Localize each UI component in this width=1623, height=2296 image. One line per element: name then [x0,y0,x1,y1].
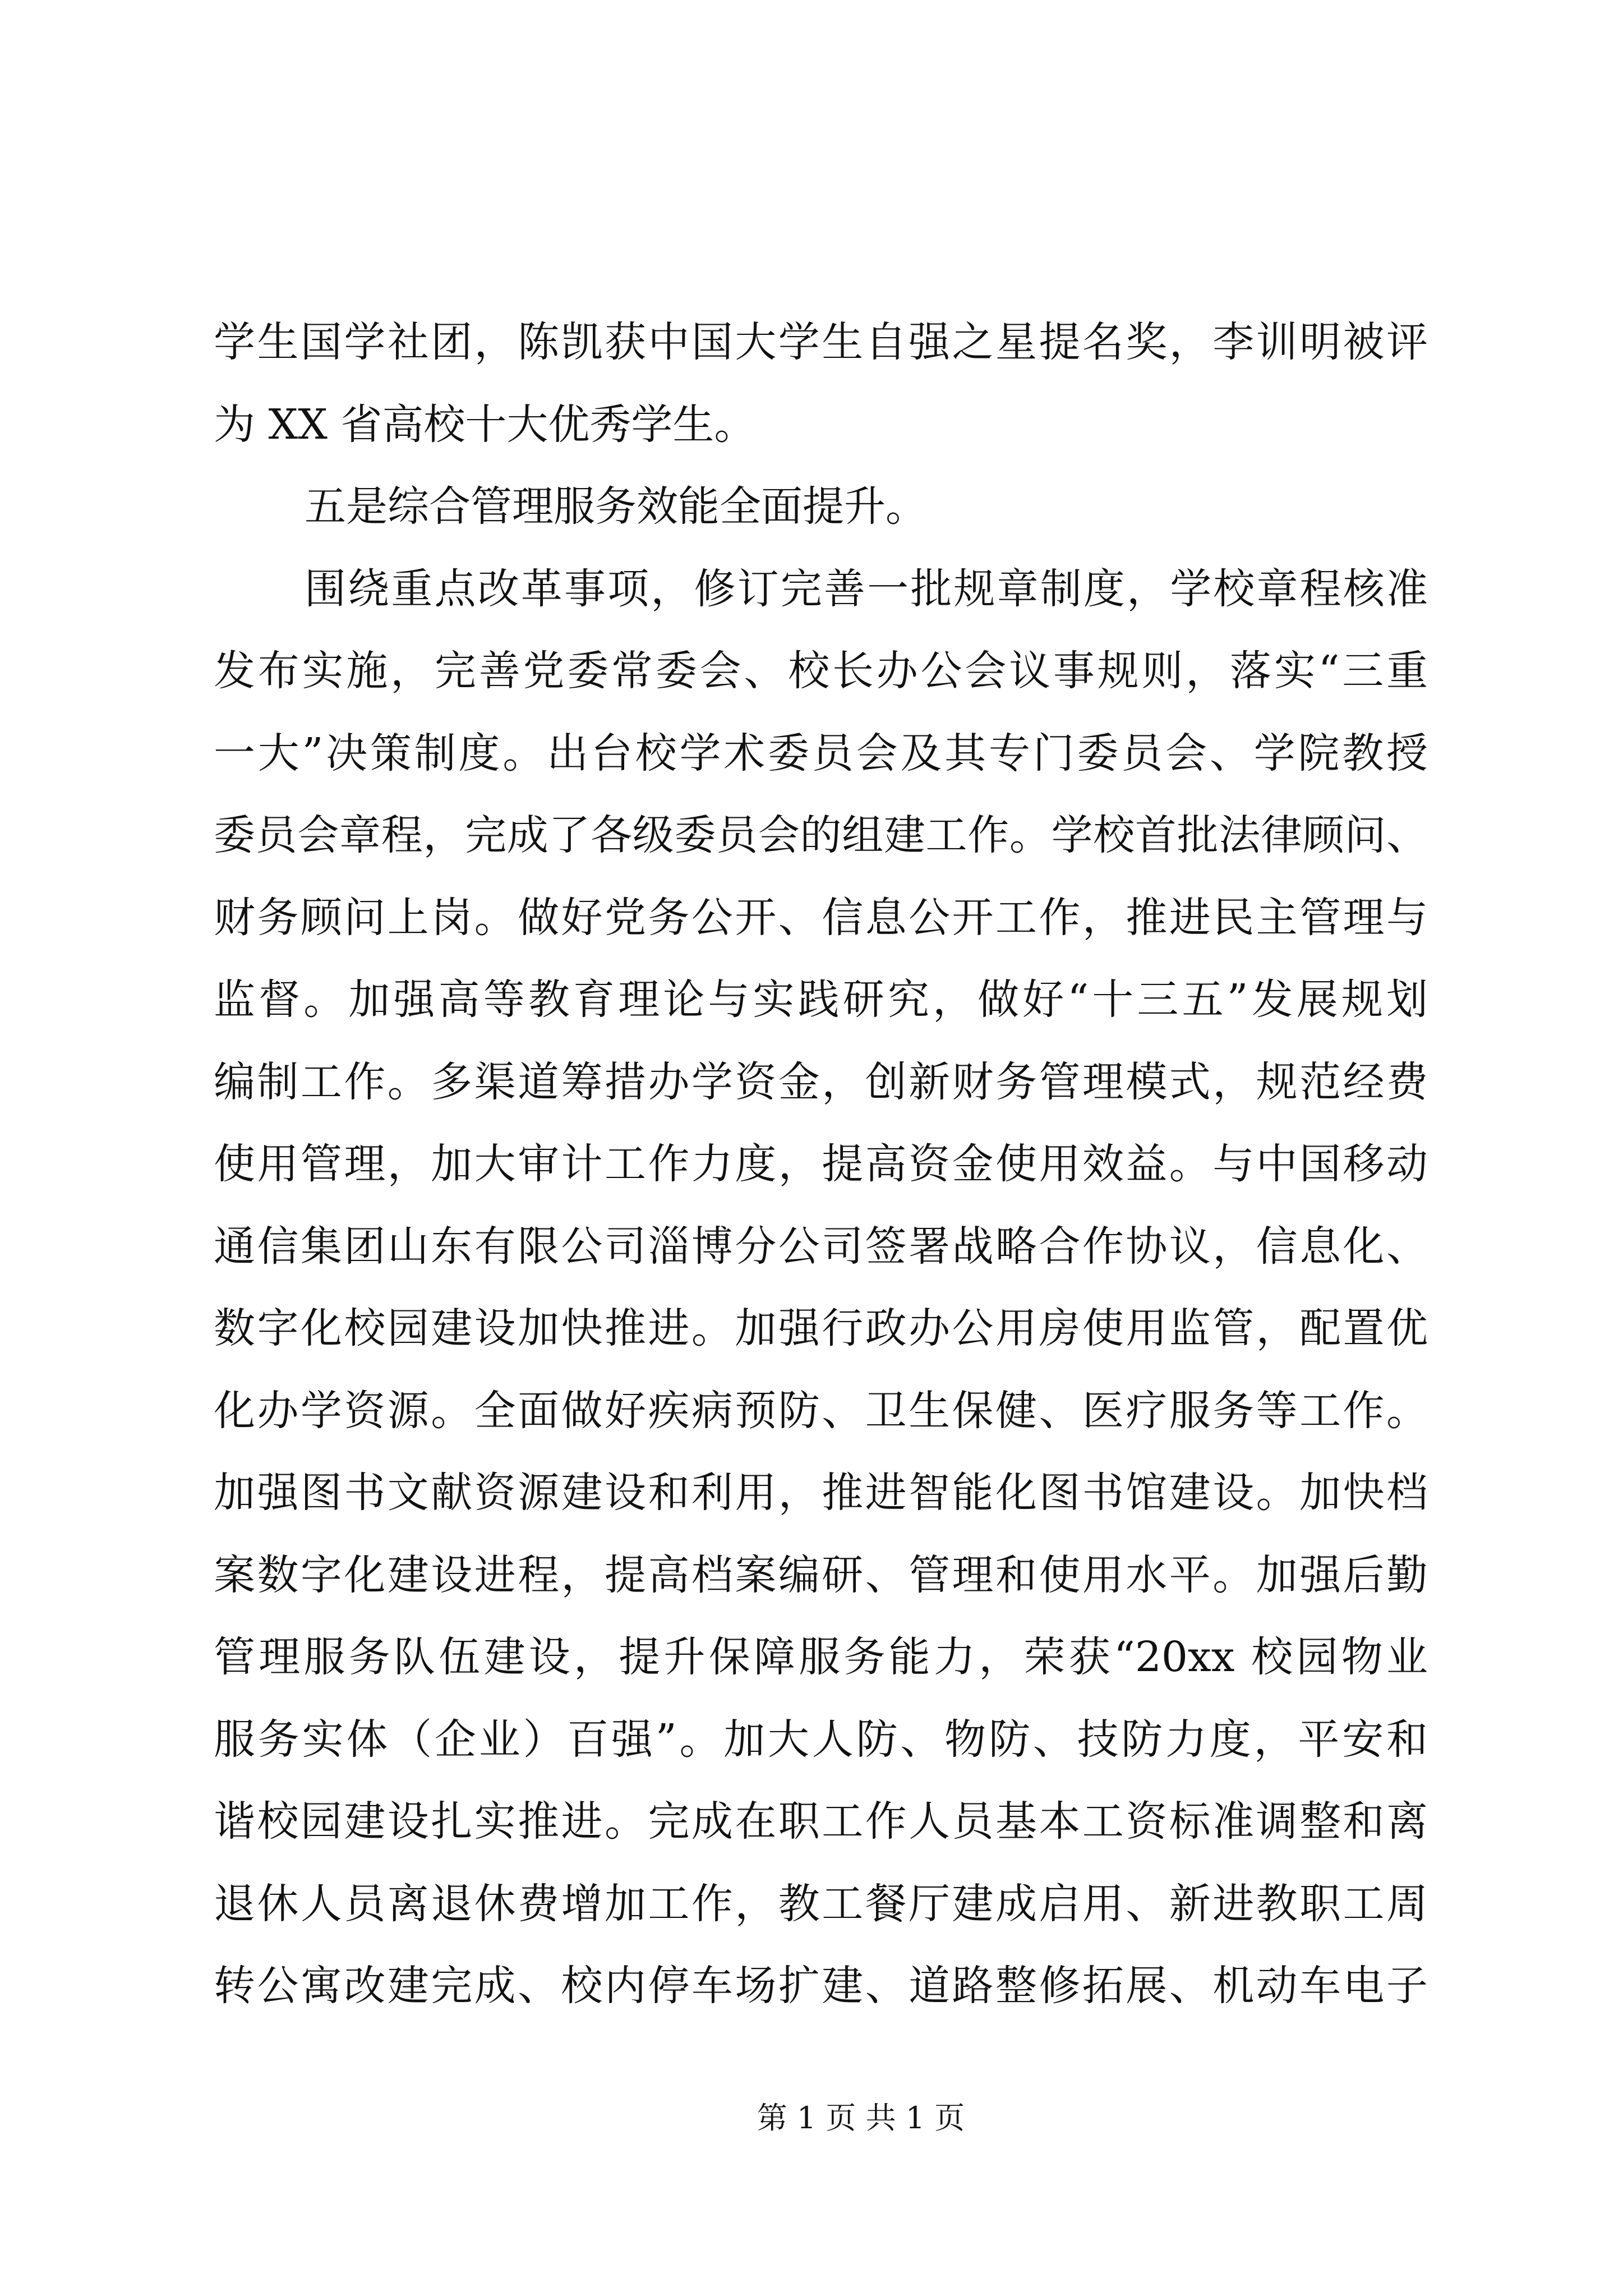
section-heading-line: 五是综合管理服务效能全面提升。 [305,482,927,531]
text-line: 服务实体（企业）百强”。加大人防、物防、技防力度，平安和 [214,1715,1428,1764]
text-line: 发布实施，完善党委常委会、校长办公会议事规则，落实“三重 [214,647,1428,695]
paragraph-heading [214,466,1428,548]
text-line: 监督。加强高等教育理论与实践研究，做好“十三五”发展规划 [214,976,1428,1024]
text-line: 通信集团山东有限公司淄博分公司签署战略合作协议，信息化、 [214,1222,1428,1271]
text-line: 加强图书文献资源建设和利用，推进智能化图书馆建设。加快档 [214,1469,1428,1517]
text-line: 编制工作。多渠道筹措办学资金，创新财务管理模式，规范经费 [214,1057,1428,1106]
text-line: 围绕重点改革事项，修订完善一批规章制度，学校章程核准 [305,564,1428,613]
text-line: 学生国学社团，陈凯获中国大学生自强之星提名奖，李训明被评 [214,318,1428,366]
text-line: 财务顾问上岗。做好党务公开、信息公开工作，推进民主管理与 [214,893,1428,942]
text-line: 化办学资源。全面做好疾病预防、卫生保健、医疗服务等工作。 [214,1386,1428,1435]
text-line: 委员会章程，完成了各级委员会的组建工作。学校首批法律顾问、 [214,811,1428,859]
text-line: 谐校园建设扎实推进。完成在职工作人员基本工资标准调整和离 [214,1797,1428,1846]
text-line: 为 XX 省高校十大优秀学生。 [214,400,756,449]
text-line: 使用管理，加大审计工作力度，提高资金使用效益。与中国移动 [214,1140,1428,1188]
page-number-footer: 第 1 页 共 1 页 [757,2100,965,2136]
text-line: 退休人员离退休费增加工作，教工餐厅建成启用、新进教职工周 [214,1879,1428,1928]
text-line: 数字化校园建设加快推进。加强行政办公用房使用监管，配置优 [214,1304,1428,1352]
text-line: 转公寓改建完成、校内停车场扩建、道路整修拓展、机动车电子 [214,1962,1428,2010]
document-body [214,301,1428,2027]
text-line: 管理服务队伍建设，提升保障服务能力，荣获“20xx 校园物业 [214,1633,1428,1681]
text-line: 案数字化建设进程，提高档案编研、管理和使用水平。加强后勤 [214,1550,1428,1599]
paragraph-continuation [214,301,1428,466]
paragraph-body [214,548,1428,2027]
text-line: 一大”决策制度。出台校学术委员会及其专门委员会、学院教授 [214,729,1428,777]
